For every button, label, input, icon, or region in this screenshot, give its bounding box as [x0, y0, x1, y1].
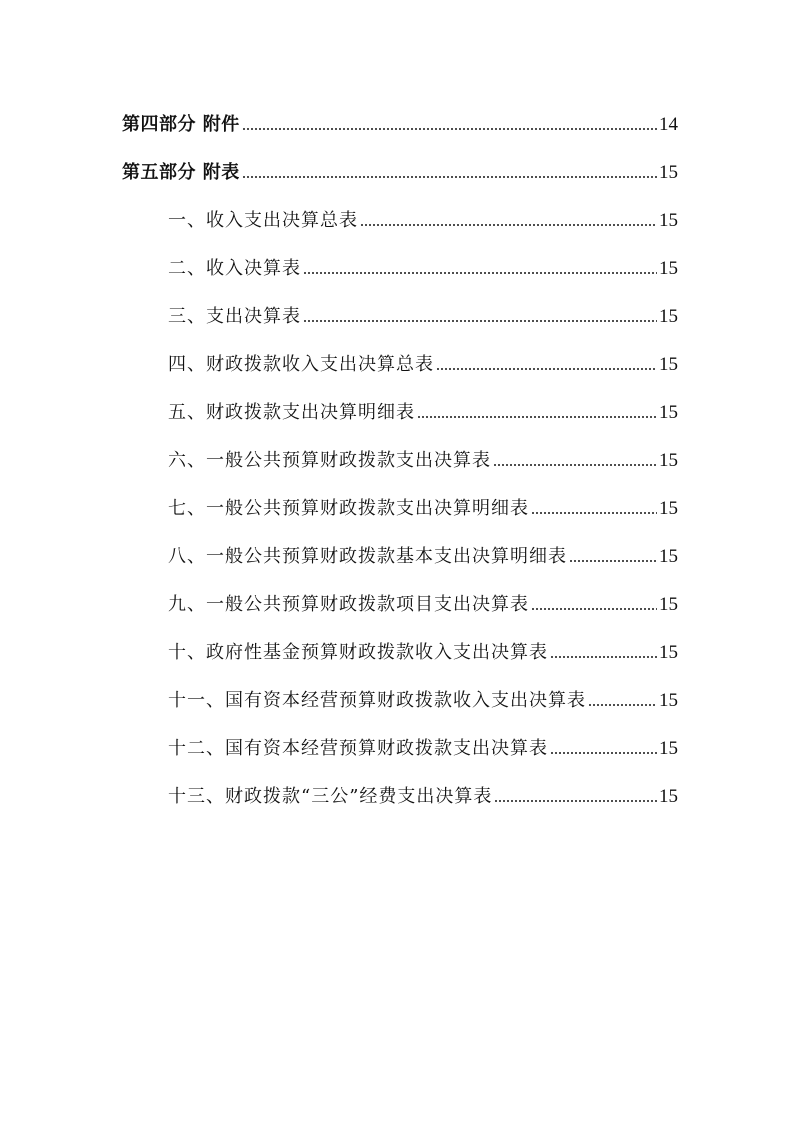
toc-entry-label: 第四部分 附件: [122, 114, 240, 135]
toc-entry-label: 四、财政拨款收入支出决算总表: [168, 354, 434, 375]
toc-entry-label: 第五部分 附表: [122, 162, 240, 183]
toc-page-number: 15: [659, 306, 678, 327]
toc-entry-label: 十二、国有资本经营预算财政拨款支出决算表: [168, 738, 548, 759]
dot-leader: [550, 654, 657, 660]
toc-entry-table-7[interactable]: [0, 494, 800, 524]
toc-page-number: 15: [659, 210, 678, 231]
toc-page-number: 15: [659, 546, 678, 567]
dot-leader: [242, 126, 657, 132]
toc-entry-label: 十、政府性基金预算财政拨款收入支出决算表: [168, 642, 548, 663]
dot-leader: [588, 702, 657, 708]
toc-entry-label: 十三、财政拨款“三公”经费支出决算表: [168, 786, 493, 807]
toc-entry-label: 十一、国有资本经营预算财政拨款收入支出决算表: [168, 690, 586, 711]
dot-leader: [417, 414, 657, 420]
toc-page-number: 15: [659, 354, 678, 375]
toc-entry-table-1[interactable]: [0, 206, 800, 236]
toc-entry-label: 五、财政拨款支出决算明细表: [168, 402, 415, 423]
toc-entry-table-2[interactable]: [0, 254, 800, 284]
dot-leader: [242, 174, 657, 180]
toc-entry-label: 六、一般公共预算财政拨款支出决算表: [168, 450, 491, 471]
toc-page-number: 15: [659, 258, 678, 279]
dot-leader: [493, 462, 657, 468]
toc-page-number: 15: [659, 738, 678, 759]
toc-page-number: 15: [659, 594, 678, 615]
toc-entry-part4-attachments[interactable]: [0, 110, 800, 140]
toc-page-number: 15: [659, 690, 678, 711]
toc-entry-table-11[interactable]: [0, 686, 800, 716]
dot-leader: [531, 606, 657, 612]
dot-leader: [360, 222, 657, 228]
dot-leader: [569, 558, 657, 564]
toc-entry-label: 一、收入支出决算总表: [168, 210, 358, 231]
toc-entry-part5-tables[interactable]: [0, 158, 800, 188]
toc-entry-table-5[interactable]: [0, 398, 800, 428]
toc-entry-label: 八、一般公共预算财政拨款基本支出决算明细表: [168, 546, 567, 567]
toc-entry-table-12[interactable]: [0, 734, 800, 764]
dot-leader: [436, 366, 657, 372]
toc-page-number: 15: [659, 402, 678, 423]
toc-entry-label: 七、一般公共预算财政拨款支出决算明细表: [168, 498, 529, 519]
toc-entry-table-8[interactable]: [0, 542, 800, 572]
toc-page-number: 15: [659, 642, 678, 663]
dot-leader: [531, 510, 657, 516]
dot-leader: [303, 318, 657, 324]
toc-entry-label: 三、支出决算表: [168, 306, 301, 327]
toc-entry-table-13[interactable]: [0, 782, 800, 812]
toc-page-number: 15: [659, 498, 678, 519]
toc-entry-label: 二、收入决算表: [168, 258, 301, 279]
dot-leader: [550, 750, 657, 756]
toc-page-number: 15: [659, 786, 678, 807]
toc-page-number: 15: [659, 450, 678, 471]
toc-entry-table-3[interactable]: [0, 302, 800, 332]
dot-leader: [494, 798, 657, 804]
toc-entry-table-9[interactable]: [0, 590, 800, 620]
dot-leader: [303, 270, 657, 276]
toc-entry-table-10[interactable]: [0, 638, 800, 668]
toc-entry-label: 九、一般公共预算财政拨款项目支出决算表: [168, 594, 529, 615]
toc-entry-table-4[interactable]: [0, 350, 800, 380]
toc-page-number: 14: [659, 114, 678, 135]
toc-page-number: 15: [659, 162, 678, 183]
toc-entry-table-6[interactable]: [0, 446, 800, 476]
